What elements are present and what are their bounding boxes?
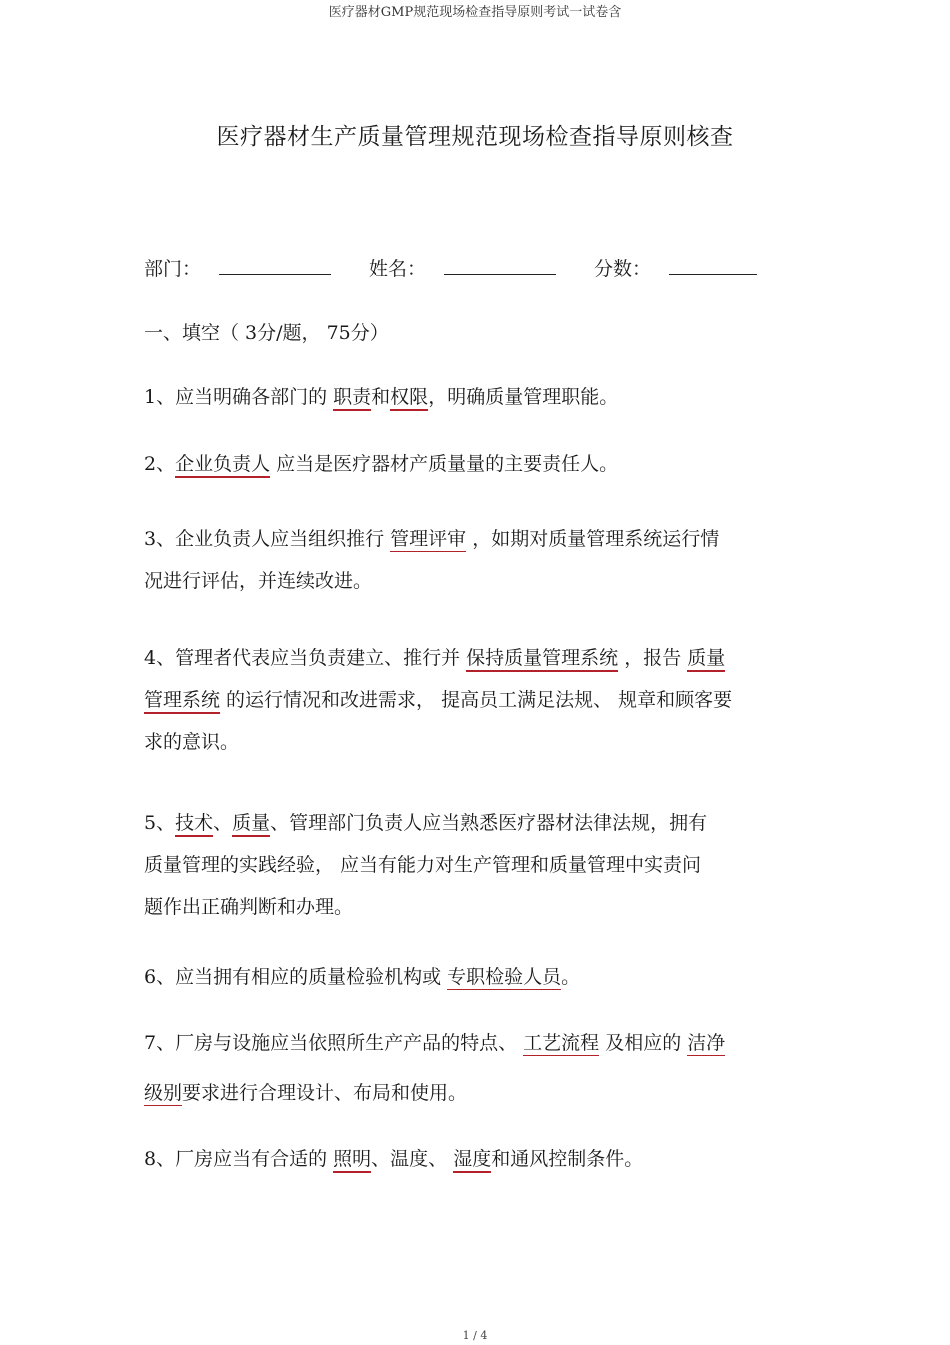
question-text: 。: [561, 966, 581, 988]
info-fields-row: [144, 254, 757, 281]
question-text: ，明确质量管理职能。: [428, 386, 619, 408]
question-text: 1、应当明确各部门的: [144, 386, 334, 408]
name-label: 姓名：: [369, 258, 427, 280]
question-text: 5、: [144, 812, 176, 834]
question-text: 的运行情况和改进需求， 提高员工满足法规、 规章和顾客要: [220, 689, 733, 711]
answer-blank: 企业负责人: [175, 453, 270, 478]
answer-blank: 质量: [687, 647, 725, 672]
question-line: 况进行评估，并连续改进。: [144, 570, 373, 592]
question-1: [144, 376, 618, 418]
question-text: 4、管理者代表应当负责建立、推行并: [144, 647, 467, 669]
question-text: 和: [371, 386, 391, 408]
answer-blank: 工艺流程: [523, 1032, 600, 1054]
question-2: [144, 443, 618, 485]
question-8: [144, 1138, 643, 1180]
question-text: 7、厂房与设施应当依照所生产产品的特点、: [144, 1032, 524, 1054]
question-line: 质量管理的实践经验， 应当有能力对生产管理和质量管理中实责问: [144, 854, 702, 876]
question-7: [144, 1022, 725, 1114]
question-line: [144, 802, 707, 844]
question-text: 3、企业负责人应当组织推行: [144, 528, 391, 550]
question-line: [144, 1072, 725, 1114]
answer-blank: 职责: [333, 386, 371, 411]
page-header: 医疗器材GMP规范现场检查指导原则考试一试卷含: [328, 5, 622, 20]
question-text: 和通风控制条件。: [491, 1148, 644, 1170]
question-text: 要求进行合理设计、布局和使用。: [182, 1082, 468, 1104]
answer-blank: 技术: [175, 812, 213, 837]
department-blank[interactable]: [219, 256, 331, 275]
question-line: [144, 637, 732, 679]
question-text: 、温度、: [371, 1148, 454, 1170]
question-text: 2、: [144, 453, 176, 475]
question-text: ，如期对质量管理系统运行情: [466, 528, 720, 550]
answer-blank: 湿度: [453, 1148, 491, 1173]
question-line: 题作出正确判断和办理。: [144, 896, 354, 918]
score-label: 分数：: [594, 258, 652, 280]
question-text: 6、应当拥有相应的质量检验机构或: [144, 966, 448, 988]
page-number: 1 / 4: [462, 1329, 488, 1342]
question-4: [144, 637, 732, 763]
answer-blank: 洁净: [687, 1032, 726, 1054]
question-line: [144, 1022, 725, 1064]
name-blank[interactable]: [444, 256, 556, 275]
section-heading: 一、填空（ 3分/题， 75分）: [144, 322, 389, 344]
question-text: 应当是医疗器材产质量量的主要责任人。: [270, 453, 619, 475]
question-line: 求的意识。: [144, 731, 240, 753]
answer-blank: 级别: [144, 1082, 183, 1104]
answer-blank: 照明: [333, 1148, 371, 1173]
question-text: 、管理部门负责人应当熟悉医疗器材法律法规，拥有: [270, 812, 708, 834]
question-text: 8、厂房应当有合适的: [144, 1148, 334, 1170]
question-text: 及相应的: [599, 1032, 688, 1054]
answer-blank: 专职检验人员: [447, 966, 562, 988]
question-5: [144, 802, 707, 928]
question-3: [144, 518, 719, 602]
answer-blank: 管理系统: [144, 689, 220, 714]
answer-blank: 权限: [390, 386, 428, 411]
score-blank[interactable]: [669, 256, 757, 275]
question-line: [144, 679, 732, 721]
department-label: 部门：: [144, 258, 202, 280]
question-text: 、: [213, 812, 233, 834]
question-text: ，报告: [618, 647, 688, 669]
answer-blank: 管理评审: [390, 528, 467, 550]
question-line: [144, 518, 719, 560]
answer-blank: 保持质量管理系统: [466, 647, 618, 672]
answer-blank: 质量: [232, 812, 270, 837]
question-6: [144, 956, 580, 998]
page-title: 医疗器材生产质量管理规范现场检查指导原则核查: [216, 124, 734, 150]
